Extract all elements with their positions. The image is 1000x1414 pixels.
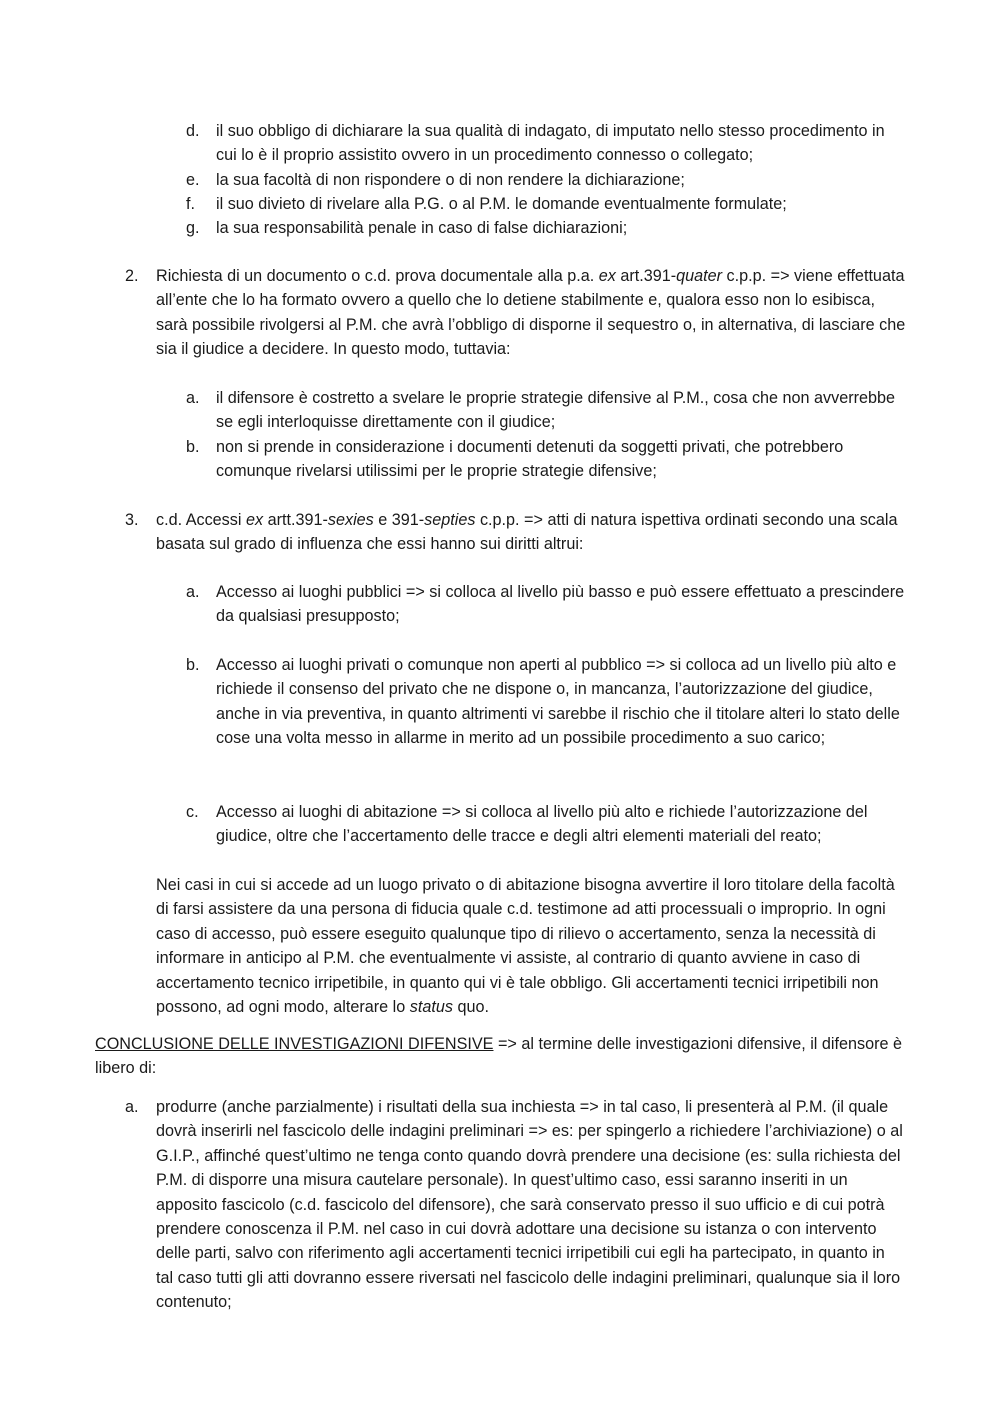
list-item-2b: non si prende in considerazione i documenti detenuti da soggetti privati, che potrebbero comunque rivelarsi utilissimi per le proprie strategie difensive; (216, 438, 844, 481)
list-label-3b: b. (186, 656, 200, 674)
conclusion-paragraph (95, 1032, 906, 1081)
list-label-2a: a. (186, 389, 200, 407)
list-item-3 (156, 508, 906, 557)
list-item-2a: il difensore è costretto a svelare le proprie strategie difensive al P.M., cosa che non avverrebbe se egli interloquisse direttamente con il giudice; (216, 389, 896, 432)
item3-septies: septies (424, 511, 476, 529)
list-item-3b: Accesso ai luoghi privati o comunque non aperti al pubblico => si colloca ad un livello più alto e richiede il consenso del privato che ne dispone o, in mancanza, l’autorizzazione del giudice, anche in via preventiva, in quanto altrimenti vi sarebbe il rischio che il titolare alteri lo stato delle cose una volta messo in allarme in merito ad un possibile procedimento a suo carico; (216, 656, 900, 748)
list-label-2b: b. (186, 438, 200, 456)
paragraph-cases-text-b: quo. (452, 998, 489, 1017)
list-label-3a: a. (186, 583, 200, 601)
conclusion-text: => al termine delle investigazioni difensive, il difensore è libero di: (95, 1035, 902, 1078)
conclusion-heading: CONCLUSIONE DELLE INVESTIGAZIONI DIFENSIVE (95, 1035, 494, 1053)
item2-text-b: art.391- (615, 267, 677, 285)
item2-text-a: Richiesta di un documento o c.d. prova documentale alla p.a. (156, 267, 599, 285)
list-item-3a: Accesso ai luoghi pubblici => si colloca al livello più basso e può essere effettuato a prescindere da qualsiasi presupposto; (216, 583, 905, 626)
list-label-d: d. (186, 122, 200, 140)
item3-text-c: e 391- (373, 511, 425, 529)
list-item-f: il suo divieto di rivelare alla P.G. o al P.M. le domande eventualmente formulate; (216, 195, 787, 213)
paragraph-cases (156, 873, 906, 1019)
list-label-conclusion-a: a. (125, 1098, 139, 1116)
item3-text-a: c.d. Accessi (156, 511, 246, 529)
list-label-2: 2. (125, 267, 139, 285)
item3-sexies: sexies (327, 511, 374, 529)
item3-text-d: c.p.p. => atti di natura ispettiva ordinati secondo una scala basata sul grado di influenza che essi hanno sui diritti altrui: (156, 511, 898, 554)
list-label-f: f. (186, 195, 195, 213)
list-item-3c: Accesso ai luoghi di abitazione => si colloca al livello più alto e richiede l’autorizzazione del giudice, oltre che l’accertamento delle tracce e degli altri elementi materiali del reato; (216, 803, 868, 846)
list-label-3c: c. (186, 803, 199, 821)
list-label-g: g. (186, 219, 200, 237)
item3-text-b: artt.391- (263, 511, 328, 529)
list-item-g: la sua responsabilità penale in caso di false dichiarazioni; (216, 219, 628, 237)
paragraph-cases-text-a: Nei casi in cui si accede ad un luogo privato o di abitazione bisogna avvertire il loro titolare della facoltà di farsi assistere da una persona di fiducia quale c.d. testimone ad atti processuali o improprio. In ogni caso di accesso, può essere eseguito qualunque tipo di rilievo o accertamento, senza la necessità di informare in anticipo al P.M. che eventualmente vi assiste, al contrario di quanto avviene in caso di accertamento tecnico irripetibile, in quanto qui vi è tale obbligo. Gli accertamenti tecnici irripetibili non possono, ad ogni modo, alterare lo (156, 876, 895, 1017)
paragraph-cases-status: status (409, 998, 453, 1017)
item2-quater: quater (676, 267, 723, 285)
item2-ex: ex (598, 267, 616, 285)
list-label-e: e. (186, 171, 200, 189)
list-item-d: il suo obbligo di dichiarare la sua qualità di indagato, di imputato nello stesso procedimento in cui lo è il proprio assistito ovvero in un procedimento connesso o collegato; (216, 122, 885, 165)
list-item-e: la sua facoltà di non rispondere o di non rendere la dichiarazione; (216, 171, 685, 189)
item2-text-c: c.p.p. => viene effettuata all’ente che lo ha formato ovvero a quello che lo detiene stabilmente e, qualora esso non lo esibisca, sarà possibile rivolgersi al P.M. che avrà l’obbligo di disporne il sequestro o, in alternativa, di lasciare che sia il giudice a decidere. In questo modo, tuttavia: (156, 267, 906, 359)
list-label-3: 3. (125, 511, 139, 529)
list-item-2 (156, 264, 906, 362)
item3-ex: ex (245, 511, 264, 529)
list-item-conclusion-a: produrre (anche parzialmente) i risultati della sua inchiesta => in tal caso, li presenterà al P.M. (il quale dovrà inserirli nel fascicolo delle indagini preliminari => es: per spingerlo a richiedere l’archiviazione) o al G.I.P., affinché quest’ultimo ne tenga conto quando dovrà prendere una decisione (es: sulla richiesta del P.M. di disporre una misura cautelare personale). In quest’ultimo caso, essi saranno inseriti in un apposito fascicolo (c.d. fascicolo del difensore), che sarà conservato presso il suo ufficio e di cui potrà prendere conoscenza il P.M. nel caso in cui dovrà adottare una decisione su istanza o con intervento delle parti, salvo con riferimento agli accertamenti tecnici irripetibili cui egli ha partecipato, in quanto in tal caso tutti gli atti dovranno essere riversati nel fascicolo delle indagini preliminari, qualunque sia il loro contenuto; (156, 1098, 903, 1312)
